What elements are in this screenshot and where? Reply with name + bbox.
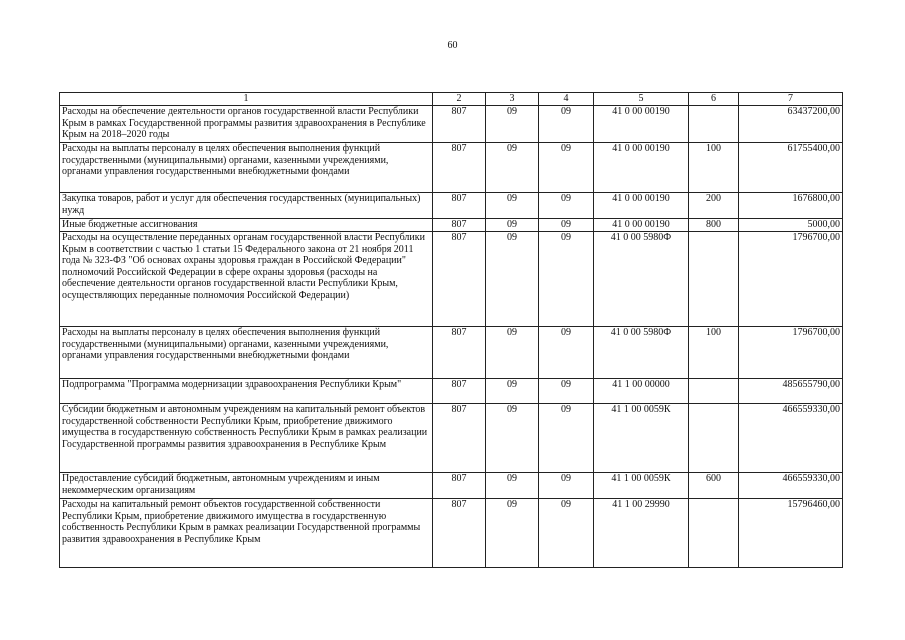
column-header: 4 — [539, 93, 594, 106]
subsection-code: 09 — [539, 473, 594, 499]
ministry-code: 807 — [433, 219, 486, 232]
column-header: 5 — [594, 93, 689, 106]
amount: 1796700,00 — [739, 232, 843, 327]
ministry-code: 807 — [433, 379, 486, 404]
section-code: 09 — [486, 232, 539, 327]
target-article-code: 41 0 00 00190 — [594, 193, 689, 219]
expense-type-code: 200 — [689, 193, 739, 219]
table-row — [60, 193, 843, 219]
table-row — [60, 327, 843, 379]
expense-type-code: 600 — [689, 473, 739, 499]
table-row — [60, 473, 843, 499]
expense-type-code — [689, 499, 739, 568]
budget-table — [59, 92, 843, 568]
amount: 466559330,00 — [739, 473, 843, 499]
target-article-code: 41 1 00 29990 — [594, 499, 689, 568]
expense-type-code — [689, 404, 739, 473]
expense-name: Расходы на обеспечение деятельности органов государственной власти Республики Крым в рамках Государственной программы развития здравоохранения в Республике Крым на 2018–2020 годы — [60, 106, 433, 143]
ministry-code: 807 — [433, 473, 486, 499]
subsection-code: 09 — [539, 404, 594, 473]
subsection-code: 09 — [539, 193, 594, 219]
target-article-code: 41 0 00 5980Ф — [594, 327, 689, 379]
ministry-code: 807 — [433, 232, 486, 327]
subsection-code: 09 — [539, 379, 594, 404]
subsection-code: 09 — [539, 106, 594, 143]
amount: 485655790,00 — [739, 379, 843, 404]
column-header: 2 — [433, 93, 486, 106]
expense-type-code: 100 — [689, 327, 739, 379]
target-article-code: 41 0 00 5980Ф — [594, 232, 689, 327]
table-row — [60, 106, 843, 143]
amount: 15796460,00 — [739, 499, 843, 568]
section-code: 09 — [486, 404, 539, 473]
target-article-code: 41 0 00 00190 — [594, 143, 689, 193]
expense-name: Предоставление субсидий бюджетным, автономным учреждениям и иным некоммерческим организациям — [60, 473, 433, 499]
ministry-code: 807 — [433, 106, 486, 143]
ministry-code: 807 — [433, 404, 486, 473]
expense-type-code: 100 — [689, 143, 739, 193]
column-header: 7 — [739, 93, 843, 106]
table-row — [60, 143, 843, 193]
table-header-row — [60, 93, 843, 106]
page-number: 60 — [447, 40, 458, 51]
expense-name: Иные бюджетные ассигнования — [60, 219, 433, 232]
expense-type-code: 800 — [689, 219, 739, 232]
ministry-code: 807 — [433, 143, 486, 193]
expense-name: Расходы на осуществление переданных органам государственной власти Республики Крым в соответствии с частью 1 статьи 15 Федерального закона от 21 ноября 2011 года № 323-ФЗ "Об основах охраны здоровья граждан в Российской Федерации" полномочий Российской Федерации в сфере охраны здоровья (расходы на обеспечение деятельности органов государственной власти Республики Крым, осуществляющих переданные полномочия Российской Федерации) — [60, 232, 433, 327]
amount: 5000,00 — [739, 219, 843, 232]
target-article-code: 41 1 00 0059К — [594, 404, 689, 473]
section-code: 09 — [486, 327, 539, 379]
amount: 1796700,00 — [739, 327, 843, 379]
table-row — [60, 219, 843, 232]
amount: 63437200,00 — [739, 106, 843, 143]
ministry-code: 807 — [433, 327, 486, 379]
section-code: 09 — [486, 106, 539, 143]
column-header: 3 — [486, 93, 539, 106]
expense-type-code — [689, 232, 739, 327]
subsection-code: 09 — [539, 499, 594, 568]
target-article-code: 41 1 00 0059К — [594, 473, 689, 499]
target-article-code: 41 1 00 00000 — [594, 379, 689, 404]
expense-name: Расходы на выплаты персоналу в целях обеспечения выполнения функций государственными (муниципальными) органами, казенными учреждениями, органами управления государственными внебюджетными фондами — [60, 143, 433, 193]
section-code: 09 — [486, 379, 539, 404]
expense-name: Расходы на выплаты персоналу в целях обеспечения выполнения функций государственными (муниципальными) органами, казенными учреждениями, органами управления государственными внебюджетными фондами — [60, 327, 433, 379]
expense-type-code — [689, 106, 739, 143]
section-code: 09 — [486, 499, 539, 568]
amount: 61755400,00 — [739, 143, 843, 193]
column-header: 6 — [689, 93, 739, 106]
amount: 466559330,00 — [739, 404, 843, 473]
ministry-code: 807 — [433, 193, 486, 219]
table-row — [60, 379, 843, 404]
subsection-code: 09 — [539, 143, 594, 193]
amount: 1676800,00 — [739, 193, 843, 219]
section-code: 09 — [486, 143, 539, 193]
expense-name: Расходы на капитальный ремонт объектов государственной собственности Республики Крым, приобретение движимого имущества в государственную собственность Республики Крым в рамках реализации Государственной программы развития здравоохранения в Республике Крым — [60, 499, 433, 568]
section-code: 09 — [486, 473, 539, 499]
expense-name: Субсидии бюджетным и автономным учреждениям на капитальный ремонт объектов государственной собственности Республики Крым, приобретение движимого имущества в государственную собственность Республики Крым в рамках реализации Государственной программы развития здравоохранения в Республике Крым — [60, 404, 433, 473]
table-row — [60, 499, 843, 568]
table-row — [60, 232, 843, 327]
section-code: 09 — [486, 193, 539, 219]
subsection-code: 09 — [539, 327, 594, 379]
ministry-code: 807 — [433, 499, 486, 568]
expense-name: Закупка товаров, работ и услуг для обеспечения государственных (муниципальных) нужд — [60, 193, 433, 219]
target-article-code: 41 0 00 00190 — [594, 219, 689, 232]
expense-type-code — [689, 379, 739, 404]
subsection-code: 09 — [539, 219, 594, 232]
section-code: 09 — [486, 219, 539, 232]
subsection-code: 09 — [539, 232, 594, 327]
table-row — [60, 404, 843, 473]
expense-name: Подпрограмма "Программа модернизации здравоохранения Республики Крым" — [60, 379, 433, 404]
target-article-code: 41 0 00 00190 — [594, 106, 689, 143]
column-header: 1 — [60, 93, 433, 106]
